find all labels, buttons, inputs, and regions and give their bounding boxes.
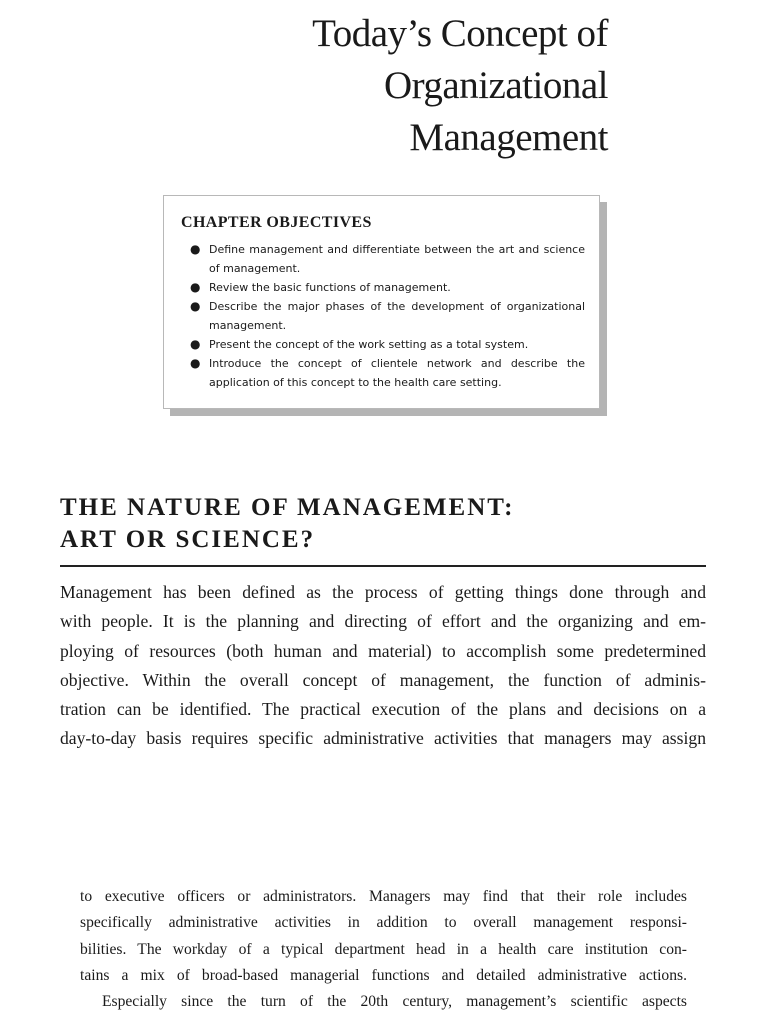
objective-item <box>185 278 585 297</box>
section-divider <box>60 565 706 567</box>
bullet-icon: ● <box>190 299 201 313</box>
objective-item <box>185 240 585 278</box>
chapter-title <box>312 8 608 164</box>
chapter-title-line: Today’s Concept of <box>312 12 608 55</box>
objective-text: Review the basic functions of management. <box>209 281 451 294</box>
paragraph-line: ploying of resources (both human and material) to accomplish some predetermined <box>60 640 706 661</box>
bullet-icon: ● <box>190 280 201 294</box>
chapter-title-line: Management <box>409 116 608 159</box>
bullet-icon: ● <box>190 356 201 370</box>
objective-text: Present the concept of the work setting as a total system. <box>209 338 529 351</box>
paragraph-line: day-to-day basis requires specific administrative activities that managers may assign <box>60 728 706 749</box>
continuation-paragraph <box>80 884 687 1015</box>
objective-item <box>185 335 585 354</box>
paragraph-line: tration can be identified. The practical execution of the plans and decisions on a <box>60 699 706 720</box>
paragraph-line: with people. It is the planning and directing of effort and the organizing and em- <box>60 611 706 632</box>
paragraph-line: to executive officers or administrators. Managers may find that their role includes <box>80 888 687 905</box>
paragraph-line: Especially since the turn of the 20th century, management’s scientific aspects <box>102 993 687 1011</box>
chapter-objectives-box <box>163 195 600 409</box>
objective-text: Define management and differentiate between the art and science of management. <box>209 243 585 275</box>
paragraph-line: bilities. The workday of a typical department head in a health care institution con- <box>80 940 687 958</box>
section-heading-line: THE NATURE OF MANAGEMENT: <box>60 494 515 521</box>
paragraph-line: Management has been defined as the process of getting things done through and <box>60 582 706 602</box>
paragraph-line: objective. Within the overall concept of management, the function of adminis- <box>60 669 706 690</box>
paragraph-line: specifically administrative activities in addition to overall management responsi- <box>80 914 687 932</box>
objectives-heading: CHAPTER OBJECTIVES <box>181 214 372 231</box>
objective-text: Describe the major phases of the development of organizational management. <box>209 300 585 332</box>
bullet-icon: ● <box>190 242 201 256</box>
bullet-icon: ● <box>190 337 201 351</box>
objective-item <box>185 354 585 392</box>
section-paragraph <box>60 578 706 754</box>
chapter-title-line: Organizational <box>383 64 608 107</box>
objective-text: Introduce the concept of clientele network and describe the application of this concept to the health care setting. <box>209 357 585 389</box>
paragraph-line: tains a mix of broad-based managerial functions and detailed administrative actions. <box>80 966 687 984</box>
section-heading-line: ART OR SCIENCE? <box>60 526 316 553</box>
objectives-list <box>181 240 585 392</box>
section-heading <box>60 492 706 556</box>
objective-item <box>185 297 585 335</box>
